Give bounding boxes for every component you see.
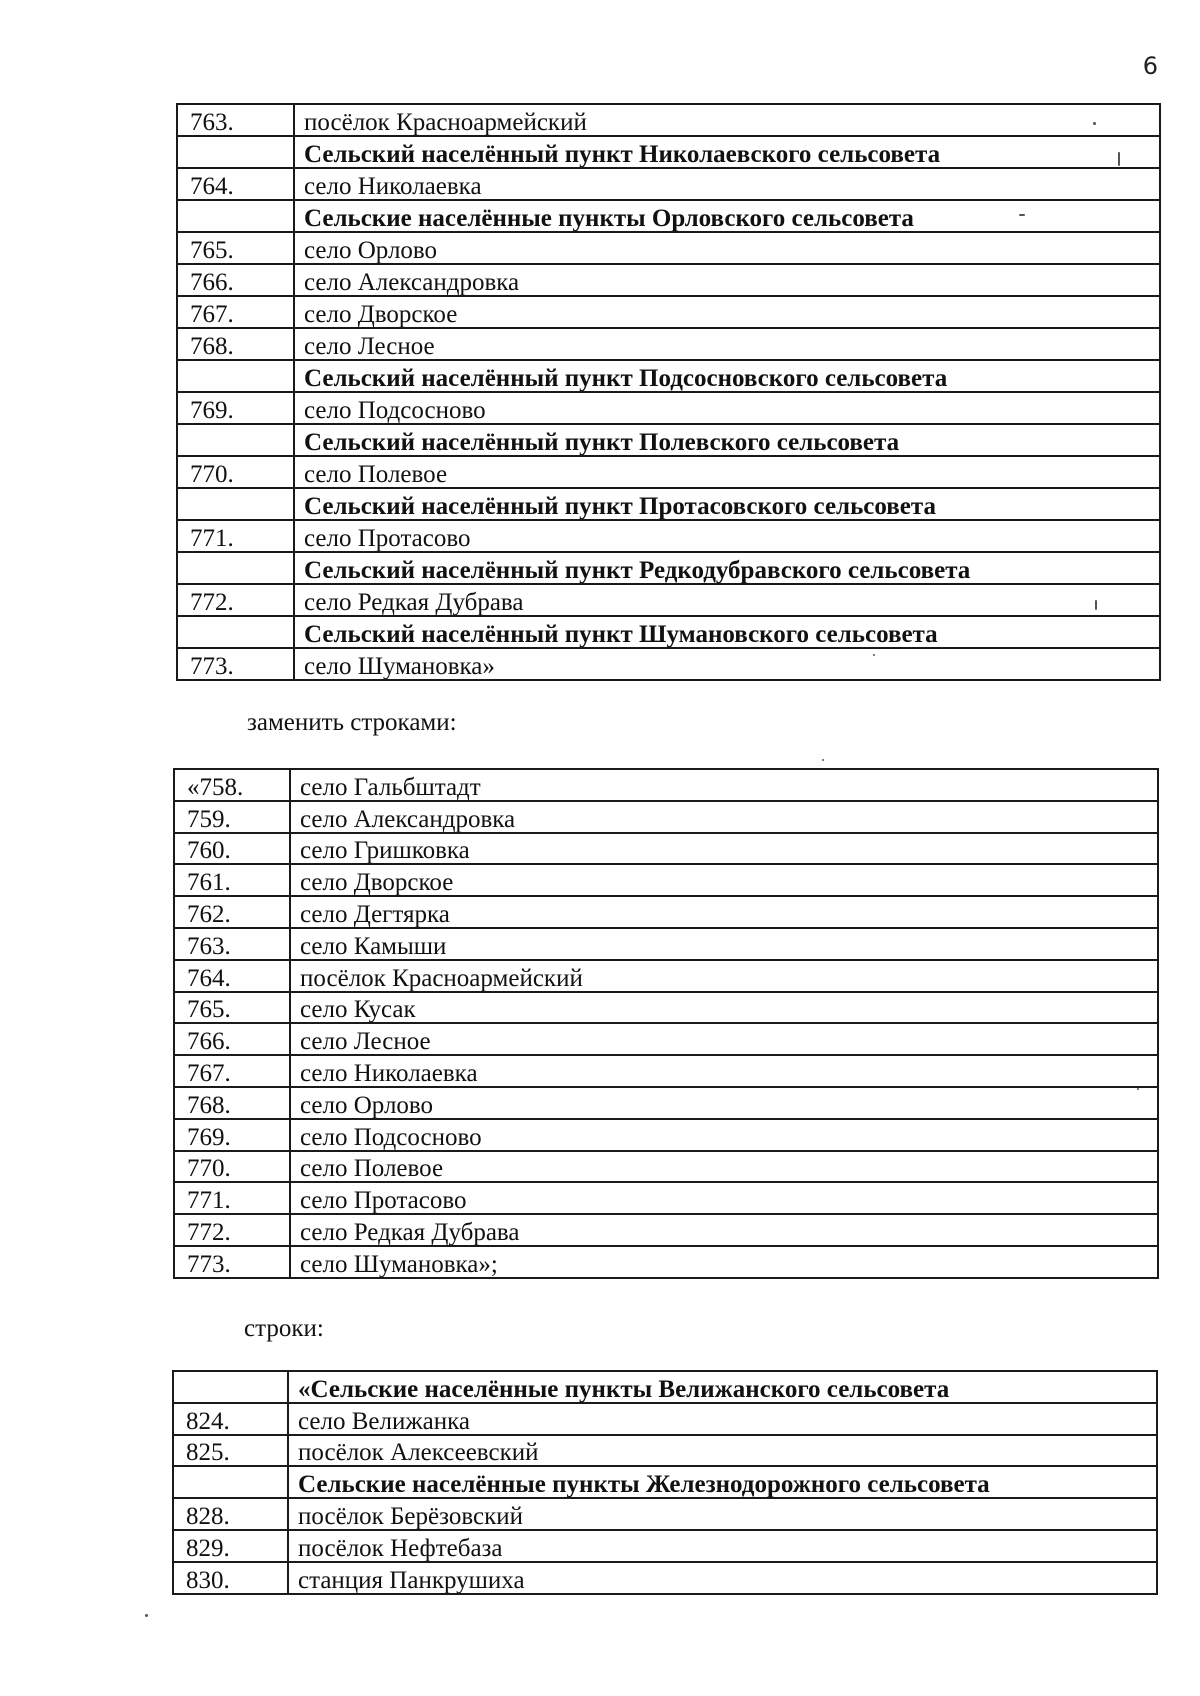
scan-speck (145, 1614, 148, 1617)
settlement-name-cell: село Лесное (290, 1023, 1158, 1055)
row-number-cell: 773. (177, 648, 294, 680)
scan-speck (1019, 214, 1025, 216)
row-number-cell: 768. (174, 1087, 290, 1119)
scan-speck (1093, 122, 1096, 125)
row-number-cell: 760. (174, 833, 290, 865)
row-number-cell: 759. (174, 801, 290, 833)
row-number-cell (177, 200, 294, 232)
settlement-name-cell: село Дворское (290, 864, 1158, 896)
table-row (174, 1119, 1158, 1151)
table-row (174, 1087, 1158, 1119)
row-number-cell: 773. (174, 1246, 290, 1278)
settlement-name-cell: село Велижанка (288, 1403, 1157, 1435)
settlements-table-new (173, 768, 1159, 1279)
settlement-name-cell: станция Панкрушиха (288, 1562, 1157, 1594)
table-row (174, 1023, 1158, 1055)
settlement-name-cell: село Подсосново (290, 1119, 1158, 1151)
settlement-name-cell: село Шумановка»; (290, 1246, 1158, 1278)
scan-speck (1118, 152, 1120, 166)
row-number-cell: 764. (174, 960, 290, 992)
settlement-name-cell: село Гальбштадт (290, 769, 1158, 801)
table-row (177, 264, 1160, 296)
settlement-name-cell: село Лесное (294, 328, 1160, 360)
settlement-name-cell: посёлок Алексеевский (288, 1435, 1157, 1467)
settlement-name-cell: село Подсосново (294, 392, 1160, 424)
section-heading-cell: Сельский населённый пункт Полевского сельсовета (294, 424, 1160, 456)
table-row (173, 1562, 1157, 1594)
settlement-name-cell: село Николаевка (294, 168, 1160, 200)
table-section-heading-row (173, 1466, 1157, 1498)
table-section-heading-row (177, 136, 1160, 168)
section-heading-cell: «Сельские населённые пункты Велижанского сельсовета (288, 1371, 1157, 1403)
row-number-cell: 771. (174, 1182, 290, 1214)
table-row (174, 801, 1158, 833)
row-number-cell: 772. (177, 584, 294, 616)
settlement-name-cell: село Александровка (290, 801, 1158, 833)
row-number-cell: 763. (174, 928, 290, 960)
settlement-name-cell: село Редкая Дубрава (290, 1214, 1158, 1246)
row-number-cell: 828. (173, 1498, 288, 1530)
row-number-cell: 824. (173, 1403, 288, 1435)
settlement-name-cell: село Дворское (294, 296, 1160, 328)
settlements-table-rows (172, 1370, 1158, 1595)
table-row (173, 1498, 1157, 1530)
table-row (177, 648, 1160, 680)
settlement-name-cell: село Кусак (290, 992, 1158, 1024)
row-number-cell: 768. (177, 328, 294, 360)
row-number-cell (173, 1466, 288, 1498)
settlement-name-cell: село Гришковка (290, 833, 1158, 865)
settlement-name-cell: село Орлово (294, 232, 1160, 264)
table-row (174, 928, 1158, 960)
settlement-name-cell: село Полевое (290, 1151, 1158, 1183)
scan-speck (873, 654, 875, 656)
table-row (177, 392, 1160, 424)
instruction-rows: строки: (244, 1315, 324, 1342)
table-row (177, 456, 1160, 488)
table-row (177, 520, 1160, 552)
table-row (177, 328, 1160, 360)
table-row (173, 1403, 1157, 1435)
table-row (174, 1246, 1158, 1278)
row-number-cell: 765. (174, 992, 290, 1024)
settlement-name-cell: село Камыши (290, 928, 1158, 960)
table-row (173, 1530, 1157, 1562)
table-row (177, 168, 1160, 200)
table-row (174, 1182, 1158, 1214)
table-row (174, 992, 1158, 1024)
section-heading-cell: Сельский населённый пункт Шумановского сельсовета (294, 616, 1160, 648)
table-row (173, 1435, 1157, 1467)
section-heading-cell: Сельский населённый пункт Протасовского сельсовета (294, 488, 1160, 520)
table-section-heading-row (177, 616, 1160, 648)
row-number-cell (177, 552, 294, 584)
table-section-heading-row (173, 1371, 1157, 1403)
settlement-name-cell: посёлок Красноармейский (294, 104, 1160, 136)
settlement-name-cell: село Протасово (294, 520, 1160, 552)
row-number-cell: 830. (173, 1562, 288, 1594)
settlement-name-cell: село Николаевка (290, 1055, 1158, 1087)
section-heading-cell: Сельский населённый пункт Редкодубравского сельсовета (294, 552, 1160, 584)
row-number-cell: 770. (177, 456, 294, 488)
row-number-cell (173, 1371, 288, 1403)
settlement-name-cell: посёлок Берёзовский (288, 1498, 1157, 1530)
row-number-cell (177, 616, 294, 648)
row-number-cell (177, 488, 294, 520)
table-section-heading-row (177, 424, 1160, 456)
table-section-heading-row (177, 552, 1160, 584)
section-heading-cell: Сельский населённый пункт Николаевского сельсовета (294, 136, 1160, 168)
row-number-cell: 763. (177, 104, 294, 136)
table-row (177, 584, 1160, 616)
scan-speck (1137, 1088, 1139, 1090)
row-number-cell (177, 424, 294, 456)
settlement-name-cell: село Орлово (290, 1087, 1158, 1119)
row-number-cell: 766. (177, 264, 294, 296)
row-number-cell: 769. (177, 392, 294, 424)
settlements-table-old (176, 103, 1161, 681)
table-row (174, 864, 1158, 896)
settlement-name-cell: посёлок Нефтебаза (288, 1530, 1157, 1562)
section-heading-cell: Сельские населённые пункты Железнодорожного сельсовета (288, 1466, 1157, 1498)
settlement-name-cell: село Дегтярка (290, 896, 1158, 928)
row-number-cell: 766. (174, 1023, 290, 1055)
settlement-name-cell: посёлок Красноармейский (290, 960, 1158, 992)
row-number-cell: 772. (174, 1214, 290, 1246)
row-number-cell: 770. (174, 1151, 290, 1183)
row-number-cell: 771. (177, 520, 294, 552)
row-number-cell: 762. (174, 896, 290, 928)
row-number-cell: 764. (177, 168, 294, 200)
row-number-cell: 761. (174, 864, 290, 896)
settlement-name-cell: село Шумановка» (294, 648, 1160, 680)
instruction-replace-with: заменить строками: (247, 709, 457, 736)
settlement-name-cell: село Редкая Дубрава (294, 584, 1160, 616)
settlement-name-cell: село Александровка (294, 264, 1160, 296)
table-row (177, 296, 1160, 328)
table-section-heading-row (177, 360, 1160, 392)
settlement-name-cell: село Полевое (294, 456, 1160, 488)
table-row (177, 104, 1160, 136)
table-row (174, 960, 1158, 992)
table-row (174, 1214, 1158, 1246)
table-row (174, 1055, 1158, 1087)
settlement-name-cell: село Протасово (290, 1182, 1158, 1214)
table-row (174, 833, 1158, 865)
table-section-heading-row (177, 488, 1160, 520)
scan-speck (1095, 600, 1097, 610)
section-heading-cell: Сельский населённый пункт Подсосновского сельсовета (294, 360, 1160, 392)
row-number-cell: 769. (174, 1119, 290, 1151)
section-heading-cell: Сельские населённые пункты Орловского сельсовета (294, 200, 1160, 232)
row-number-cell: 767. (177, 296, 294, 328)
row-number-cell (177, 136, 294, 168)
scan-speck (822, 759, 824, 761)
table-section-heading-row (177, 200, 1160, 232)
table-row (174, 769, 1158, 801)
row-number-cell: 765. (177, 232, 294, 264)
row-number-cell: 767. (174, 1055, 290, 1087)
row-number-cell: 825. (173, 1435, 288, 1467)
table-row (177, 232, 1160, 264)
table-row (174, 896, 1158, 928)
row-number-cell: 829. (173, 1530, 288, 1562)
row-number-cell (177, 360, 294, 392)
table-row (174, 1151, 1158, 1183)
row-number-cell: «758. (174, 769, 290, 801)
page-number: 6 (1142, 52, 1158, 80)
